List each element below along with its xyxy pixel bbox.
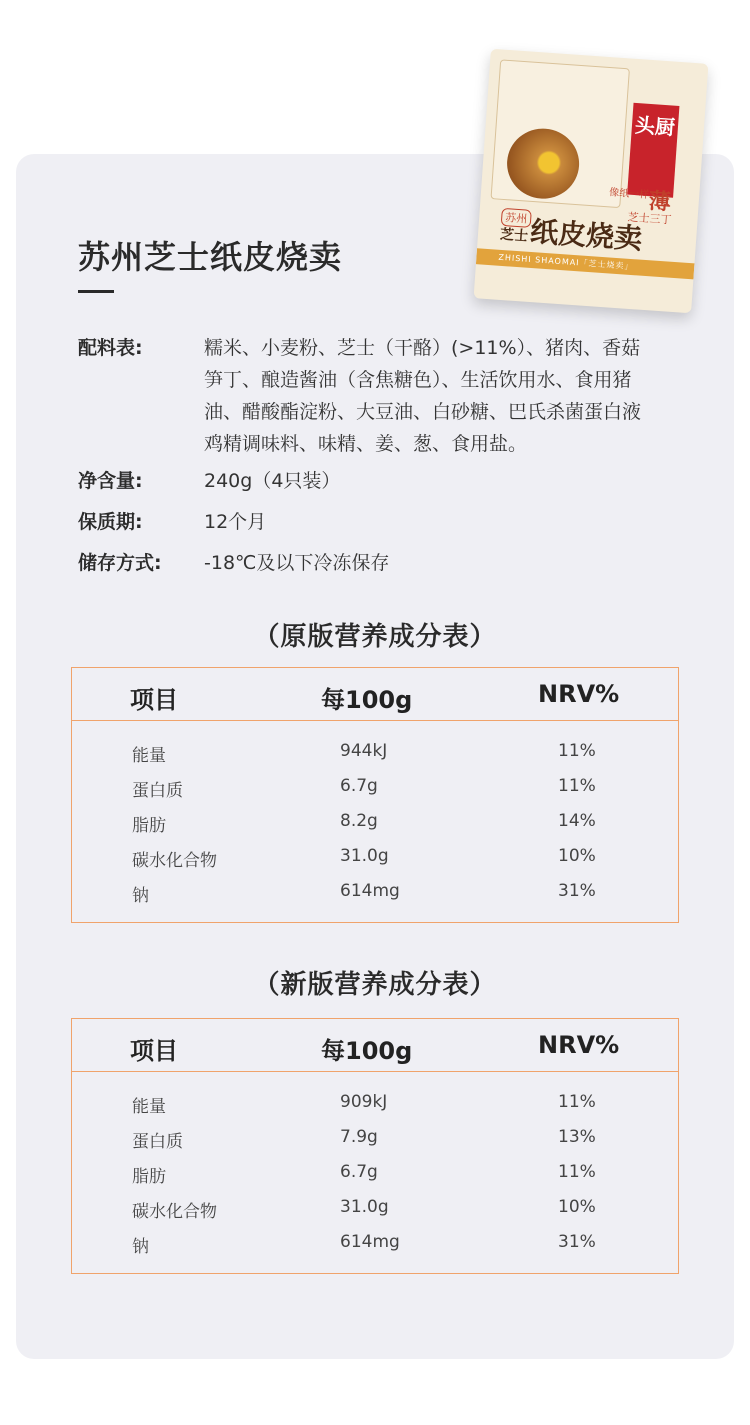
package-band: ZHISHI SHAOMAI「芝士烧卖」 <box>476 248 695 279</box>
nutrient-name: 钠 <box>132 886 149 906</box>
original-nutrition-table <box>71 667 679 923</box>
nutrient-name: 脂肪 <box>132 816 166 836</box>
ingredients-text <box>204 332 694 460</box>
package-flavor-tag: 芝士 <box>499 226 529 245</box>
nutrient-nrv: 11% <box>558 1162 596 1182</box>
product-title: 苏州芝士纸皮烧卖 <box>78 238 343 276</box>
new-nutrition-title: （新版营养成分表） <box>253 970 497 1000</box>
nutrient-nrv: 14% <box>558 811 596 831</box>
nutrient-amount: 31.0g <box>340 846 389 866</box>
nutrient-nrv: 11% <box>558 1092 596 1112</box>
table-row <box>72 805 678 840</box>
nutrient-name: 钠 <box>132 1237 149 1257</box>
header-item: 项目 <box>130 1037 178 1065</box>
ingredients-line: 糯米、小麦粉、芝士（干酪）(>11%）、猪肉、香菇 <box>204 337 641 359</box>
nutrient-name: 能量 <box>132 1097 166 1117</box>
product-package-image <box>474 49 709 314</box>
new-nutrition-table <box>71 1018 679 1274</box>
table-row <box>72 1086 678 1121</box>
table-header <box>72 1019 678 1072</box>
header-per-100g: 每100g <box>321 686 413 714</box>
nutrient-amount: 944kJ <box>340 741 388 761</box>
nutrient-name: 脂肪 <box>132 1167 166 1187</box>
header-nrv: NRV% <box>538 1031 620 1059</box>
nutrient-name: 蛋白质 <box>132 781 183 801</box>
nutrient-name: 蛋白质 <box>132 1132 183 1152</box>
nutrient-name: 碳水化合物 <box>132 851 217 871</box>
package-city-tag: 苏州 <box>501 208 532 228</box>
net-content-value: 240g（4只装） <box>204 470 341 492</box>
storage-label: 储存方式: <box>78 552 162 574</box>
nutrient-nrv: 10% <box>558 1197 596 1217</box>
nutrient-amount: 31.0g <box>340 1197 389 1217</box>
nutrient-nrv: 10% <box>558 846 596 866</box>
nutrient-amount: 7.9g <box>340 1127 378 1147</box>
nutrient-amount: 6.7g <box>340 776 378 796</box>
table-header <box>72 668 678 721</box>
header-nrv: NRV% <box>538 680 620 708</box>
package-brand-logo: 头厨 <box>627 103 679 198</box>
header-per-100g: 每100g <box>321 1037 413 1065</box>
shelf-life-value: 12个月 <box>204 511 267 533</box>
table-row <box>72 875 678 910</box>
nutrient-amount: 8.2g <box>340 811 378 831</box>
table-row <box>72 770 678 805</box>
package-tagline-big: 薄 <box>647 188 672 216</box>
ingredients-label: 配料表: <box>78 337 143 359</box>
original-nutrition-title: （原版营养成分表） <box>253 622 497 652</box>
table-row <box>72 1226 678 1261</box>
nutrient-amount: 614mg <box>340 1232 400 1252</box>
shelf-life-label: 保质期: <box>78 511 143 533</box>
table-row <box>72 840 678 875</box>
table-row <box>72 735 678 770</box>
table-row <box>72 1191 678 1226</box>
title-underline <box>78 290 114 293</box>
package-tagline-sub: 芝士三丁 <box>627 210 672 227</box>
ingredients-line: 鸡精调味料、味精、姜、葱、食用盐。 <box>204 433 528 455</box>
nutrient-amount: 909kJ <box>340 1092 388 1112</box>
nutrient-nrv: 31% <box>558 1232 596 1252</box>
nutrient-amount: 614mg <box>340 881 400 901</box>
ingredients-line: 笋丁、酿造酱油（含焦糖色）、生活饮用水、食用猪 <box>204 369 632 391</box>
table-row <box>72 1156 678 1191</box>
header-item: 项目 <box>130 686 178 714</box>
nutrient-name: 碳水化合物 <box>132 1202 217 1222</box>
nutrient-nrv: 31% <box>558 881 596 901</box>
ingredients-line: 油、醋酸酯淀粉、大豆油、白砂糖、巴氏杀菌蛋白液 <box>204 401 642 423</box>
package-product-name: 纸皮烧卖 <box>529 214 644 256</box>
package-tagline-small: 像纸一样 <box>608 187 650 202</box>
nutrient-name: 能量 <box>132 746 166 766</box>
table-row <box>72 1121 678 1156</box>
net-content-label: 净含量: <box>78 470 143 492</box>
nutrient-amount: 6.7g <box>340 1162 378 1182</box>
nutrient-nrv: 11% <box>558 776 596 796</box>
nutrient-nrv: 13% <box>558 1127 596 1147</box>
storage-value: -18℃及以下冷冻保存 <box>204 552 390 574</box>
nutrient-nrv: 11% <box>558 741 596 761</box>
